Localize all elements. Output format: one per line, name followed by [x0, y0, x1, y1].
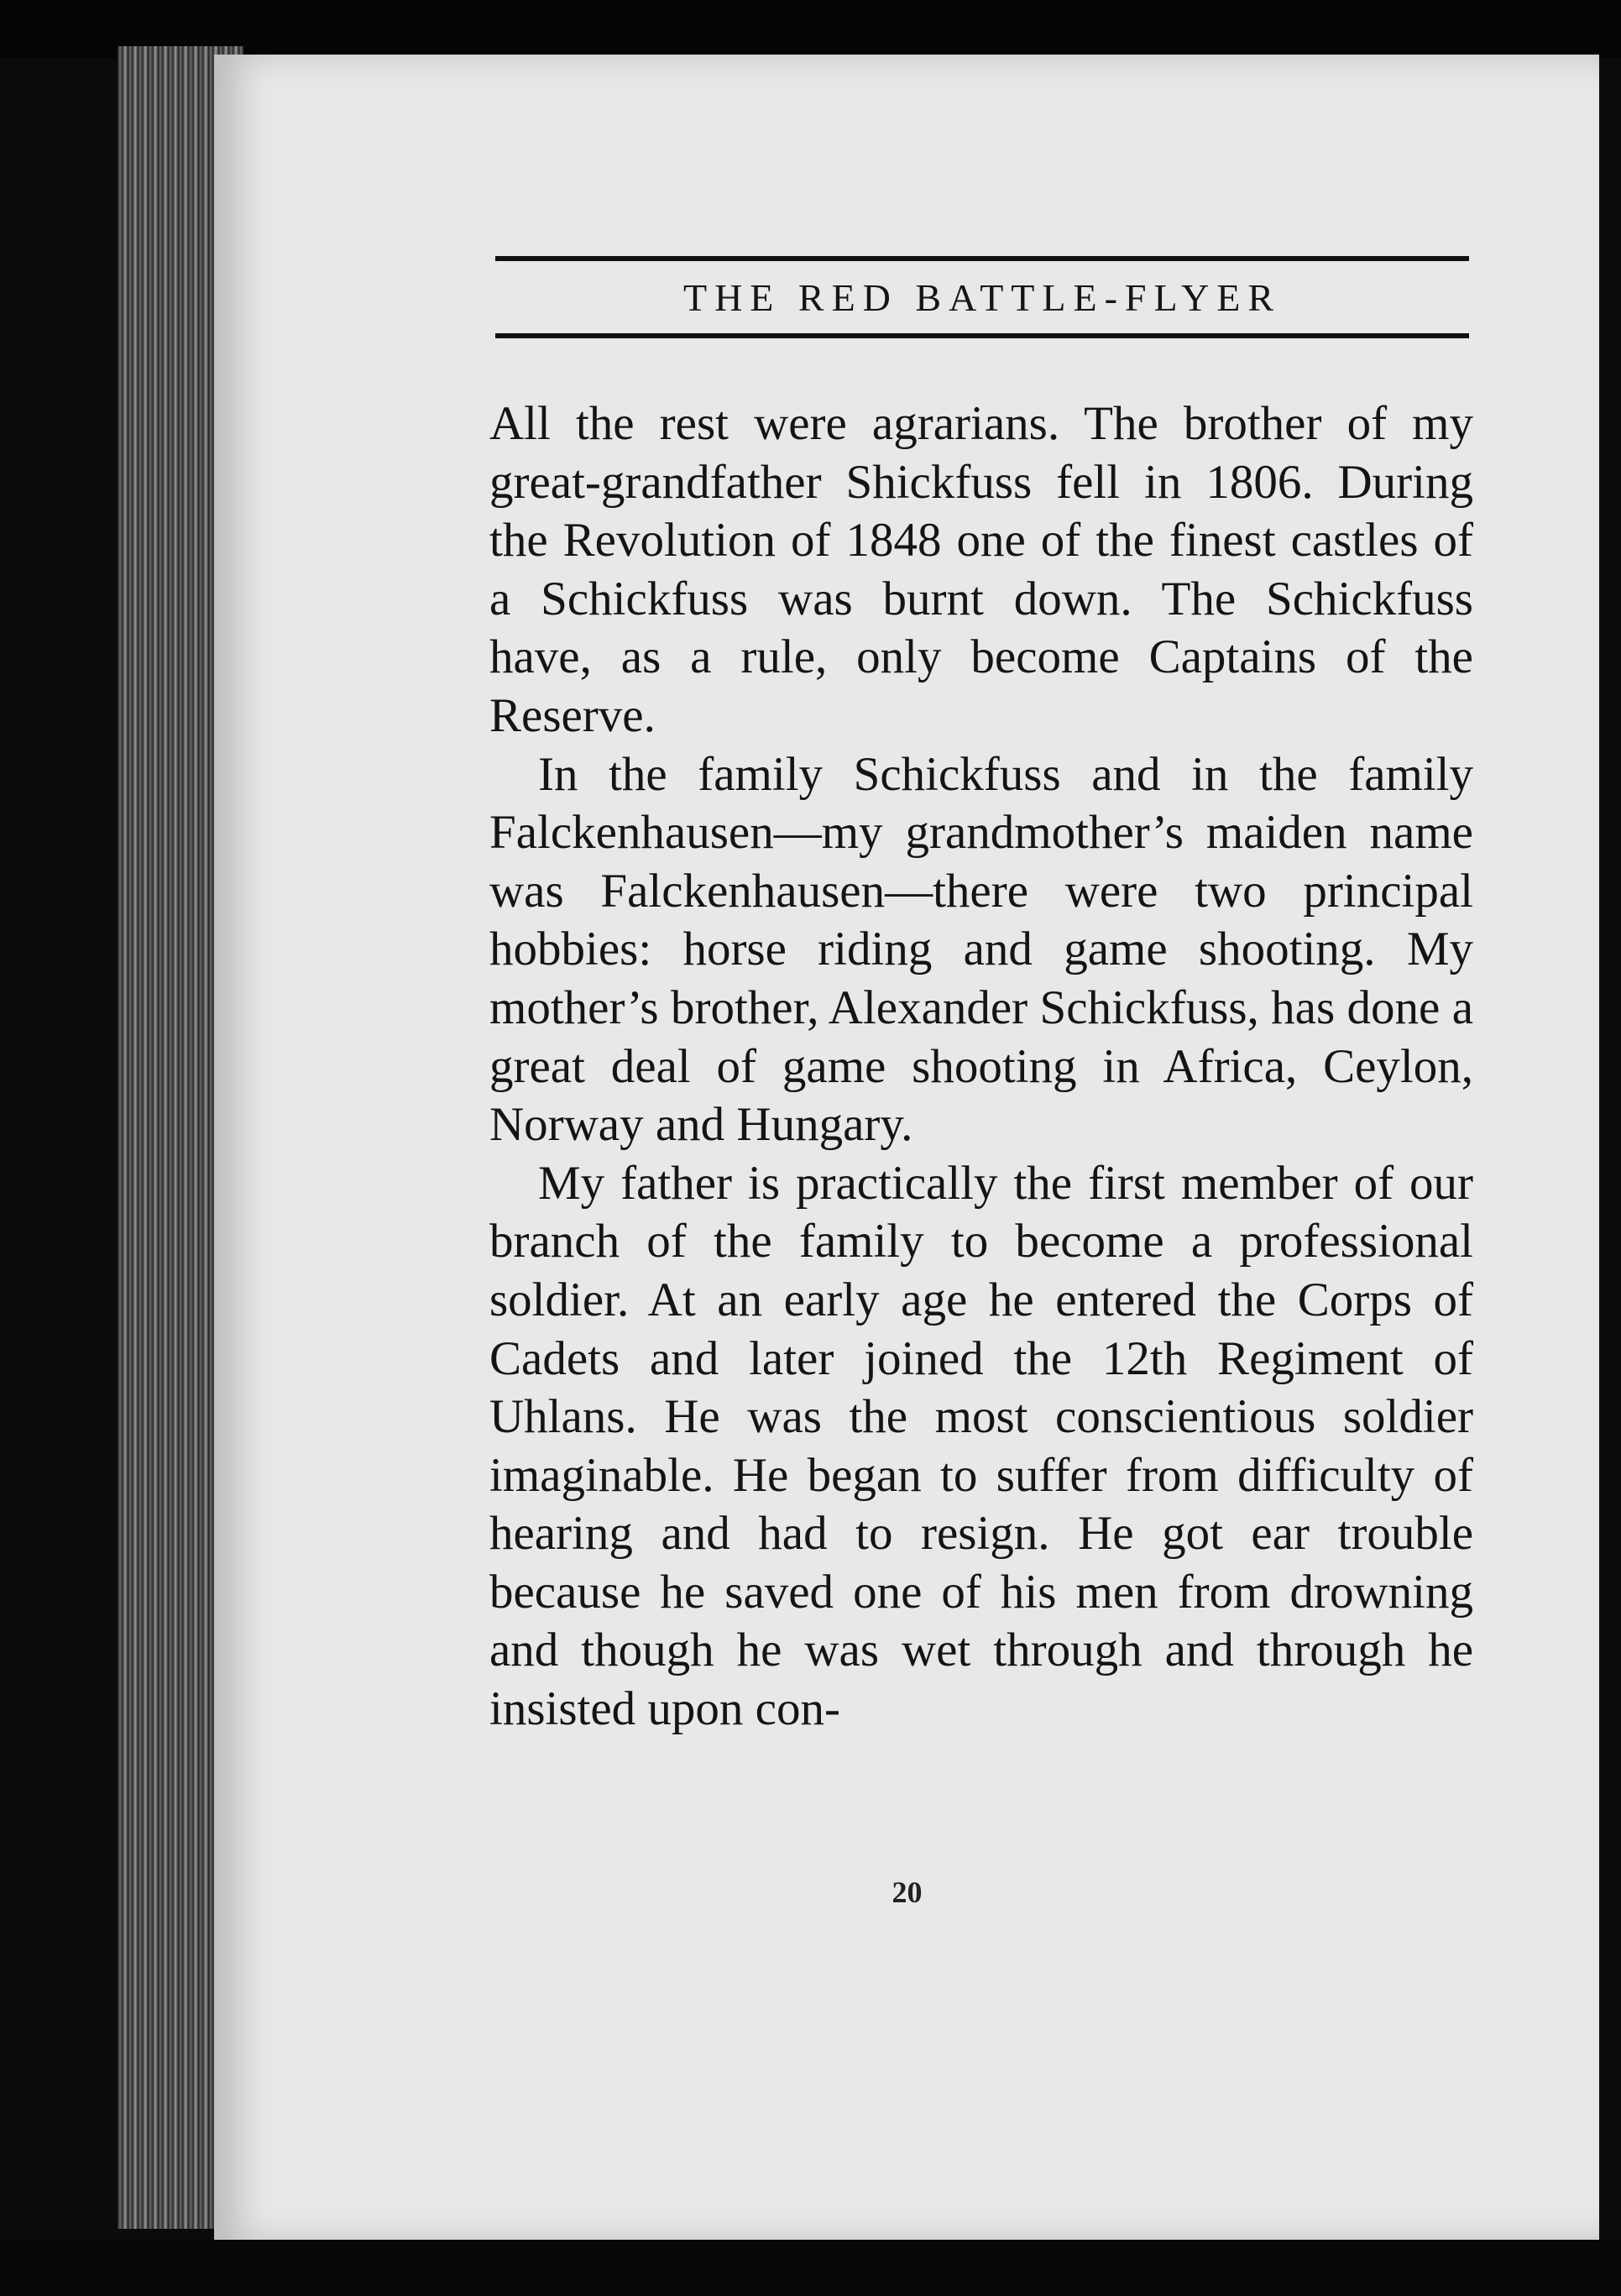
paragraph-3: My father is practically the first member of our branch of the family to become a professional soldier. At an early age he entered the Corps of Cadets and later joined the 12th Regiment of Uhlans. He was the most conscientious soldier imaginable. He began to suffer from difficulty of hearing and had to resign. He got ear trouble because he saved one of his men from drowning and though he was wet through and through he insisted upon con-: [489, 1156, 1473, 1736]
paragraph-1: All the rest were agrarians. The brother of my great-grandfather Shickfuss fell in 1806. During the Revolution of 1848 one of the finest castles of a Schickfuss was burnt down. The Schickfuss have, as a rule, only become Captains of the Reserve.: [489, 397, 1473, 742]
running-head-title: THE RED BATTLE-FLYER: [682, 275, 1281, 319]
page-number: 20: [892, 1875, 923, 1909]
scan-border-bottom: [0, 2240, 1621, 2296]
running-head: [495, 256, 1469, 338]
paragraph-2: In the family Schickfuss and in the family Falckenhausen—my grandmother’s maiden name was Falckenhausen—there were two principal hobbies: horse riding and game shooting. My mother’s brother, Alexander Schickfuss, has done a great deal of game shooting in Africa, Ceylon, Norway and Hungary.: [489, 747, 1473, 1152]
body-text: [489, 395, 1473, 1739]
